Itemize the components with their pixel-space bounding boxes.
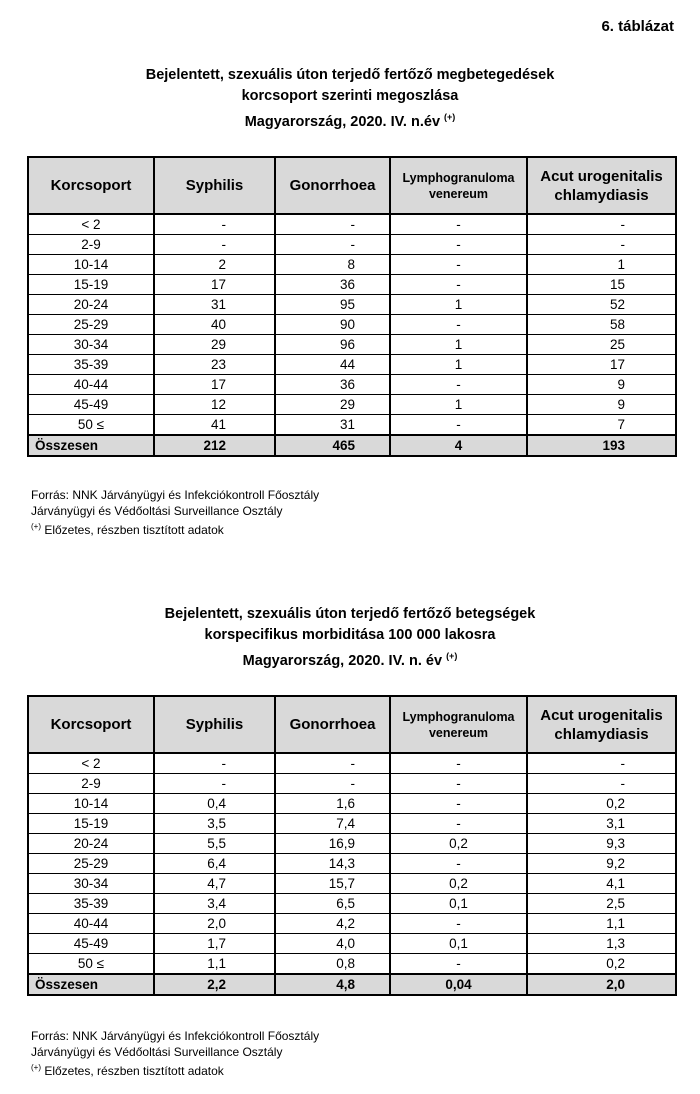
cell-chlamydiasis: 17 xyxy=(527,355,676,375)
cell-lgv: - xyxy=(390,214,527,235)
table-row xyxy=(28,375,676,395)
table-row xyxy=(28,874,676,894)
cell-syphilis: - xyxy=(154,214,275,235)
table-row xyxy=(28,794,676,814)
cell-age-group: 30-34 xyxy=(28,874,154,894)
cell-syphilis: 5,5 xyxy=(154,834,275,854)
table-row xyxy=(28,954,676,975)
table-row xyxy=(28,934,676,954)
cell-age-group: 15-19 xyxy=(28,814,154,834)
cell-syphilis: 3,4 xyxy=(154,894,275,914)
cell-age-group: 2-9 xyxy=(28,774,154,794)
cell-syphilis: 2 xyxy=(154,255,275,275)
table-row xyxy=(28,395,676,415)
table1-title-line: Bejelentett, szexuális úton terjedő fertőző megbetegedések xyxy=(145,67,555,83)
cell-syphilis: 17 xyxy=(154,275,275,295)
cell-syphilis: 1,1 xyxy=(154,954,275,975)
cell-gonorrhoea: 8 xyxy=(275,255,390,275)
table-row xyxy=(28,415,676,436)
total-row xyxy=(28,435,676,456)
source-line: Járványügyi és Védőoltási Surveillance Osztály xyxy=(31,504,283,518)
header-age-group: Korcsoport xyxy=(28,696,154,753)
morbidity-rate-table xyxy=(27,695,677,996)
cell-lgv: - xyxy=(390,415,527,436)
cell-age-group: < 2 xyxy=(28,753,154,774)
cell-chlamydiasis: 58 xyxy=(527,315,676,335)
cell-syphilis: - xyxy=(154,753,275,774)
title-footnote-mark: (+) xyxy=(446,651,458,661)
cell-syphilis: 23 xyxy=(154,355,275,375)
cell-age-group: 15-19 xyxy=(28,275,154,295)
cell-gonorrhoea: 95 xyxy=(275,295,390,315)
total-syphilis: 212 xyxy=(154,435,275,456)
cell-gonorrhoea: 36 xyxy=(275,375,390,395)
table-row xyxy=(28,814,676,834)
cell-age-group: 10-14 xyxy=(28,794,154,814)
total-chlamydiasis: 193 xyxy=(527,435,676,456)
cell-chlamydiasis: - xyxy=(527,774,676,794)
footnote: (+) Előzetes, részben tisztított adatok xyxy=(31,1063,224,1078)
cell-gonorrhoea: - xyxy=(275,774,390,794)
total-row xyxy=(28,974,676,995)
table2-title xyxy=(0,604,700,672)
total-syphilis: 2,2 xyxy=(154,974,275,995)
cell-chlamydiasis: - xyxy=(527,753,676,774)
cell-gonorrhoea: 31 xyxy=(275,415,390,436)
case-count-table xyxy=(27,156,677,457)
cell-lgv: - xyxy=(390,914,527,934)
cell-syphilis: 12 xyxy=(154,395,275,415)
table-row xyxy=(28,275,676,295)
cell-chlamydiasis: 2,5 xyxy=(527,894,676,914)
cell-lgv: 0,1 xyxy=(390,934,527,954)
header-row xyxy=(28,696,676,753)
header-lgv: Lymphogranuloma venereum xyxy=(390,157,527,214)
cell-chlamydiasis: 1,3 xyxy=(527,934,676,954)
header-age-group: Korcsoport xyxy=(28,157,154,214)
total-chlamydiasis: 2,0 xyxy=(527,974,676,995)
cell-syphilis: 2,0 xyxy=(154,914,275,934)
cell-syphilis: 29 xyxy=(154,335,275,355)
cell-age-group: 50 ≤ xyxy=(28,415,154,436)
cell-gonorrhoea: 0,8 xyxy=(275,954,390,975)
cell-syphilis: 41 xyxy=(154,415,275,436)
table2-title-line: Bejelentett, szexuális úton terjedő fertőző betegségek xyxy=(164,606,536,622)
cell-age-group: 2-9 xyxy=(28,235,154,255)
cell-syphilis: 6,4 xyxy=(154,854,275,874)
table-row xyxy=(28,914,676,934)
cell-gonorrhoea: 44 xyxy=(275,355,390,375)
table-row xyxy=(28,854,676,874)
cell-lgv: - xyxy=(390,774,527,794)
header-chlamydiasis: Acut urogenitalis chlamydiasis xyxy=(527,157,676,214)
cell-lgv: - xyxy=(390,854,527,874)
cell-chlamydiasis: 0,2 xyxy=(527,954,676,975)
cell-age-group: 40-44 xyxy=(28,914,154,934)
cell-chlamydiasis: 3,1 xyxy=(527,814,676,834)
table-row xyxy=(28,894,676,914)
cell-lgv: - xyxy=(390,375,527,395)
cell-chlamydiasis: 9,2 xyxy=(527,854,676,874)
cell-lgv: - xyxy=(390,954,527,975)
cell-chlamydiasis: 52 xyxy=(527,295,676,315)
cell-gonorrhoea: 4,0 xyxy=(275,934,390,954)
total-label: Összesen xyxy=(28,974,154,995)
header-lgv: Lymphogranuloma venereum xyxy=(390,696,527,753)
table-row xyxy=(28,355,676,375)
cell-lgv: - xyxy=(390,235,527,255)
table1-notes xyxy=(31,487,319,538)
title-footnote-mark: (+) xyxy=(444,112,456,122)
cell-gonorrhoea: - xyxy=(275,214,390,235)
cell-age-group: 25-29 xyxy=(28,315,154,335)
table-row xyxy=(28,295,676,315)
header-gonorrhoea: Gonorrhoea xyxy=(275,157,390,214)
cell-chlamydiasis: 1 xyxy=(527,255,676,275)
table1-title-line: Magyarország, 2020. IV. n.év (+) xyxy=(244,112,456,130)
cell-lgv: - xyxy=(390,255,527,275)
cell-gonorrhoea: 90 xyxy=(275,315,390,335)
table1-title xyxy=(0,65,700,133)
table-row xyxy=(28,255,676,275)
cell-gonorrhoea: 36 xyxy=(275,275,390,295)
header-chlamydiasis: Acut urogenitalis chlamydiasis xyxy=(527,696,676,753)
table-row xyxy=(28,753,676,774)
cell-gonorrhoea: 4,2 xyxy=(275,914,390,934)
table-row xyxy=(28,774,676,794)
table-row xyxy=(28,335,676,355)
cell-chlamydiasis: 15 xyxy=(527,275,676,295)
cell-age-group: < 2 xyxy=(28,214,154,235)
table2-title-line: Magyarország, 2020. IV. n. év (+) xyxy=(242,651,458,669)
cell-lgv: 1 xyxy=(390,335,527,355)
cell-lgv: 0,2 xyxy=(390,834,527,854)
table-number: 6. táblázat xyxy=(601,18,674,35)
cell-gonorrhoea: 16,9 xyxy=(275,834,390,854)
cell-lgv: 0,2 xyxy=(390,874,527,894)
cell-age-group: 20-24 xyxy=(28,295,154,315)
header-row xyxy=(28,157,676,214)
cell-syphilis: 3,5 xyxy=(154,814,275,834)
cell-age-group: 40-44 xyxy=(28,375,154,395)
cell-gonorrhoea: 14,3 xyxy=(275,854,390,874)
total-lgv: 4 xyxy=(390,435,527,456)
total-label: Összesen xyxy=(28,435,154,456)
cell-lgv: 1 xyxy=(390,295,527,315)
cell-lgv: 0,1 xyxy=(390,894,527,914)
total-lgv: 0,04 xyxy=(390,974,527,995)
source-line: Forrás: NNK Járványügyi és Infekciókontroll Főosztály xyxy=(31,1029,320,1043)
cell-age-group: 45-49 xyxy=(28,934,154,954)
cell-age-group: 25-29 xyxy=(28,854,154,874)
total-gonorrhoea: 4,8 xyxy=(275,974,390,995)
table-row xyxy=(28,315,676,335)
cell-lgv: - xyxy=(390,794,527,814)
cell-chlamydiasis: 9,3 xyxy=(527,834,676,854)
header-gonorrhoea: Gonorrhoea xyxy=(275,696,390,753)
total-gonorrhoea: 465 xyxy=(275,435,390,456)
source-line: Forrás: NNK Járványügyi és Infekciókontroll Főosztály xyxy=(31,488,320,502)
cell-chlamydiasis: 4,1 xyxy=(527,874,676,894)
cell-age-group: 35-39 xyxy=(28,894,154,914)
cell-chlamydiasis: - xyxy=(527,214,676,235)
cell-age-group: 50 ≤ xyxy=(28,954,154,975)
cell-age-group: 35-39 xyxy=(28,355,154,375)
source-line: Járványügyi és Védőoltási Surveillance Osztály xyxy=(31,1045,283,1059)
cell-syphilis: - xyxy=(154,235,275,255)
cell-gonorrhoea: 15,7 xyxy=(275,874,390,894)
header-syphilis: Syphilis xyxy=(154,157,275,214)
cell-chlamydiasis: 0,2 xyxy=(527,794,676,814)
table-row xyxy=(28,214,676,235)
table2-notes xyxy=(31,1028,319,1079)
cell-chlamydiasis: 7 xyxy=(527,415,676,436)
cell-lgv: 1 xyxy=(390,355,527,375)
cell-age-group: 45-49 xyxy=(28,395,154,415)
table1-title-line: korcsoport szerinti megoszlása xyxy=(241,88,459,104)
cell-syphilis: 0,4 xyxy=(154,794,275,814)
cell-lgv: - xyxy=(390,315,527,335)
cell-lgv: - xyxy=(390,275,527,295)
cell-gonorrhoea: - xyxy=(275,235,390,255)
cell-chlamydiasis: 9 xyxy=(527,375,676,395)
table2-title-line: korspecifikus morbiditása 100 000 lakosra xyxy=(204,627,496,643)
cell-gonorrhoea: 29 xyxy=(275,395,390,415)
cell-age-group: 30-34 xyxy=(28,335,154,355)
cell-syphilis: 40 xyxy=(154,315,275,335)
cell-syphilis: 17 xyxy=(154,375,275,395)
cell-gonorrhoea: 96 xyxy=(275,335,390,355)
table-row xyxy=(28,834,676,854)
cell-syphilis: 4,7 xyxy=(154,874,275,894)
cell-chlamydiasis: - xyxy=(527,235,676,255)
cell-lgv: - xyxy=(390,814,527,834)
cell-chlamydiasis: 25 xyxy=(527,335,676,355)
cell-lgv: - xyxy=(390,753,527,774)
header-syphilis: Syphilis xyxy=(154,696,275,753)
cell-gonorrhoea: 1,6 xyxy=(275,794,390,814)
cell-chlamydiasis: 9 xyxy=(527,395,676,415)
cell-age-group: 20-24 xyxy=(28,834,154,854)
cell-syphilis: - xyxy=(154,774,275,794)
cell-gonorrhoea: 7,4 xyxy=(275,814,390,834)
cell-gonorrhoea: 6,5 xyxy=(275,894,390,914)
cell-age-group: 10-14 xyxy=(28,255,154,275)
cell-syphilis: 31 xyxy=(154,295,275,315)
footnote: (+) Előzetes, részben tisztított adatok xyxy=(31,522,224,537)
cell-gonorrhoea: - xyxy=(275,753,390,774)
cell-syphilis: 1,7 xyxy=(154,934,275,954)
cell-chlamydiasis: 1,1 xyxy=(527,914,676,934)
cell-lgv: 1 xyxy=(390,395,527,415)
table-row xyxy=(28,235,676,255)
